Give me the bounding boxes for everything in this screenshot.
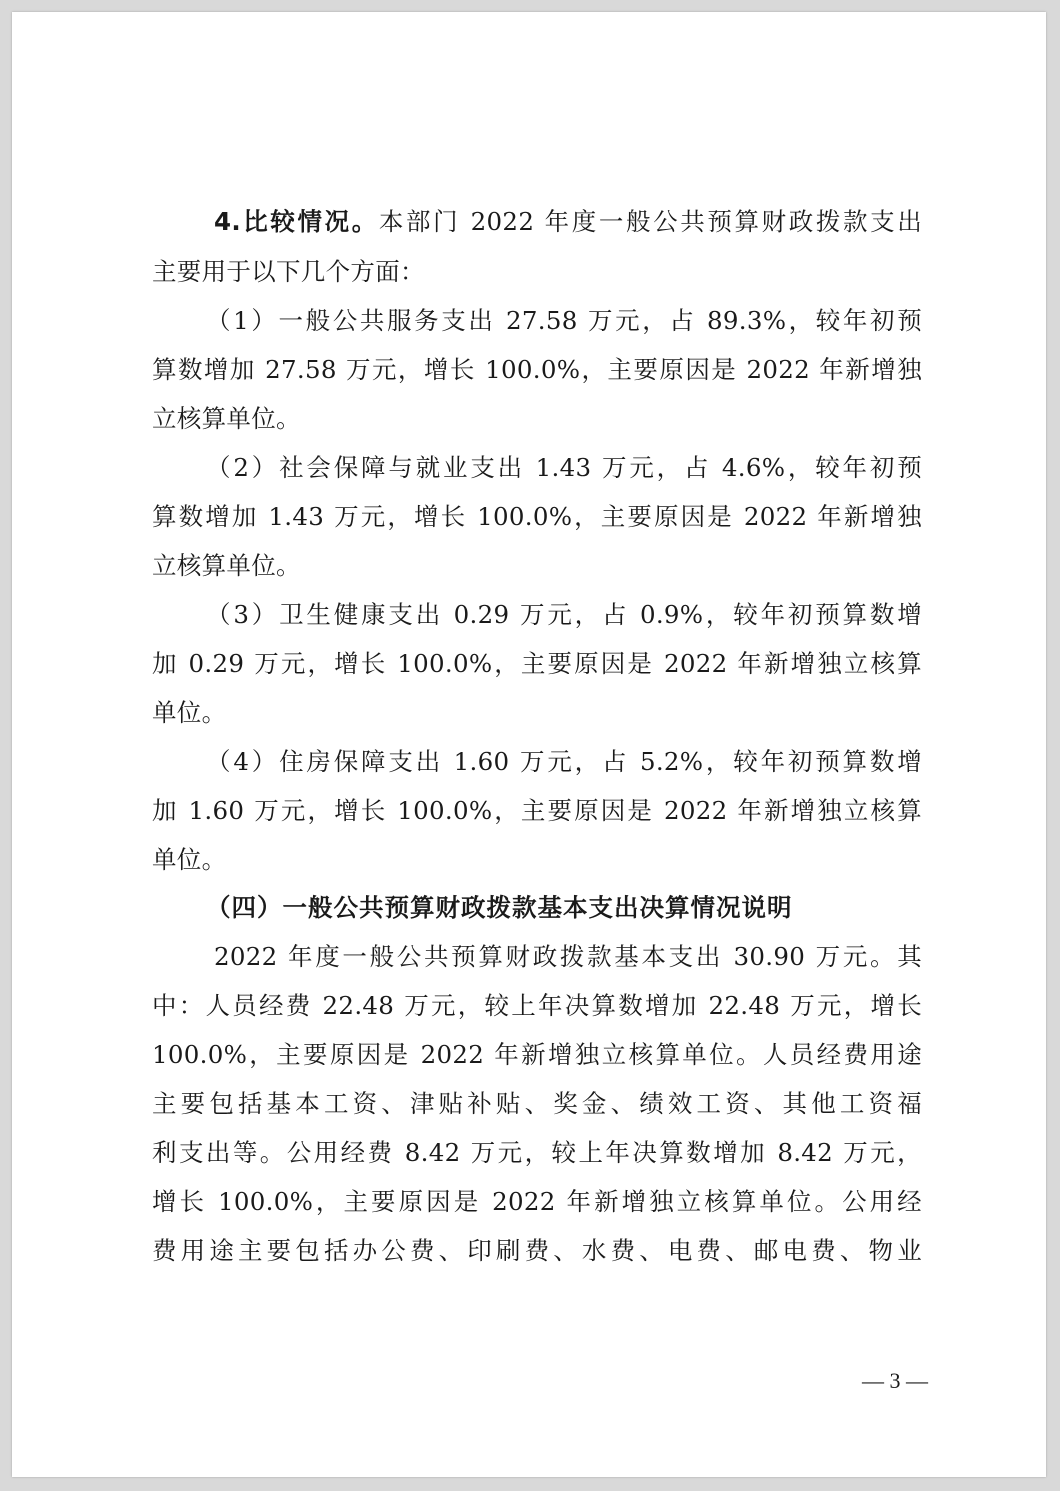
comparison-intro-text: 本部门 2022 年度一般公共预算财政拨款支出 [378,207,922,236]
item-4-line-3: 单位。 [152,845,227,874]
item-1-line-2: 算数增加 27.58 万元，增长 100.0%，主要原因是 2022 年新增独 [152,355,922,384]
basic-expenditure-line-7: 费用途主要包括办公费、印刷费、水费、电费、邮电费、物业 [152,1236,922,1265]
item-2-line-3: 立核算单位。 [152,551,301,580]
item-1-line-1: （1）一般公共服务支出 27.58 万元，占 89.3%，较年初预 [206,306,922,335]
item-4-line-2: 加 1.60 万元，增长 100.0%，主要原因是 2022 年新增独立核算 [152,796,922,825]
comparison-heading: 4.比较情况。 [214,207,379,236]
item-3-line-2: 加 0.29 万元，增长 100.0%，主要原因是 2022 年新增独立核算 [152,649,922,678]
comparison-paragraph-line-1 [214,202,922,242]
basic-expenditure-line-5: 利支出等。公用经费 8.42 万元，较上年决算数增加 8.42 万元， [152,1138,922,1167]
comparison-paragraph-line-2: 主要用于以下几个方面： [152,257,425,286]
basic-expenditure-line-4: 主要包括基本工资、津贴补贴、奖金、绩效工资、其他工资福 [152,1089,922,1118]
basic-expenditure-line-3: 100.0%，主要原因是 2022 年新增独立核算单位。人员经费用途 [152,1040,922,1069]
item-2-line-2: 算数增加 1.43 万元，增长 100.0%，主要原因是 2022 年新增独 [152,502,922,531]
item-2-line-1: （2）社会保障与就业支出 1.43 万元，占 4.6%，较年初预 [206,453,922,482]
item-1-line-3: 立核算单位。 [152,404,301,433]
document-page [12,12,1046,1477]
basic-expenditure-line-2: 中：人员经费 22.48 万元，较上年决算数增加 22.48 万元，增长 [152,991,922,1020]
item-3-line-1: （3）卫生健康支出 0.29 万元，占 0.9%，较年初预算数增 [206,600,922,629]
page-number: — 3 — [862,1368,928,1393]
item-3-line-3: 单位。 [152,698,227,727]
basic-expenditure-line-1: 2022 年度一般公共预算财政拨款基本支出 30.90 万元。其 [214,942,922,971]
item-4-line-1: （4）住房保障支出 1.60 万元，占 5.2%，较年初预算数增 [206,747,922,776]
section-heading-four: （四）一般公共预算财政拨款基本支出决算情况说明 [206,893,793,922]
basic-expenditure-line-6: 增长 100.0%，主要原因是 2022 年新增独立核算单位。公用经 [152,1187,922,1216]
